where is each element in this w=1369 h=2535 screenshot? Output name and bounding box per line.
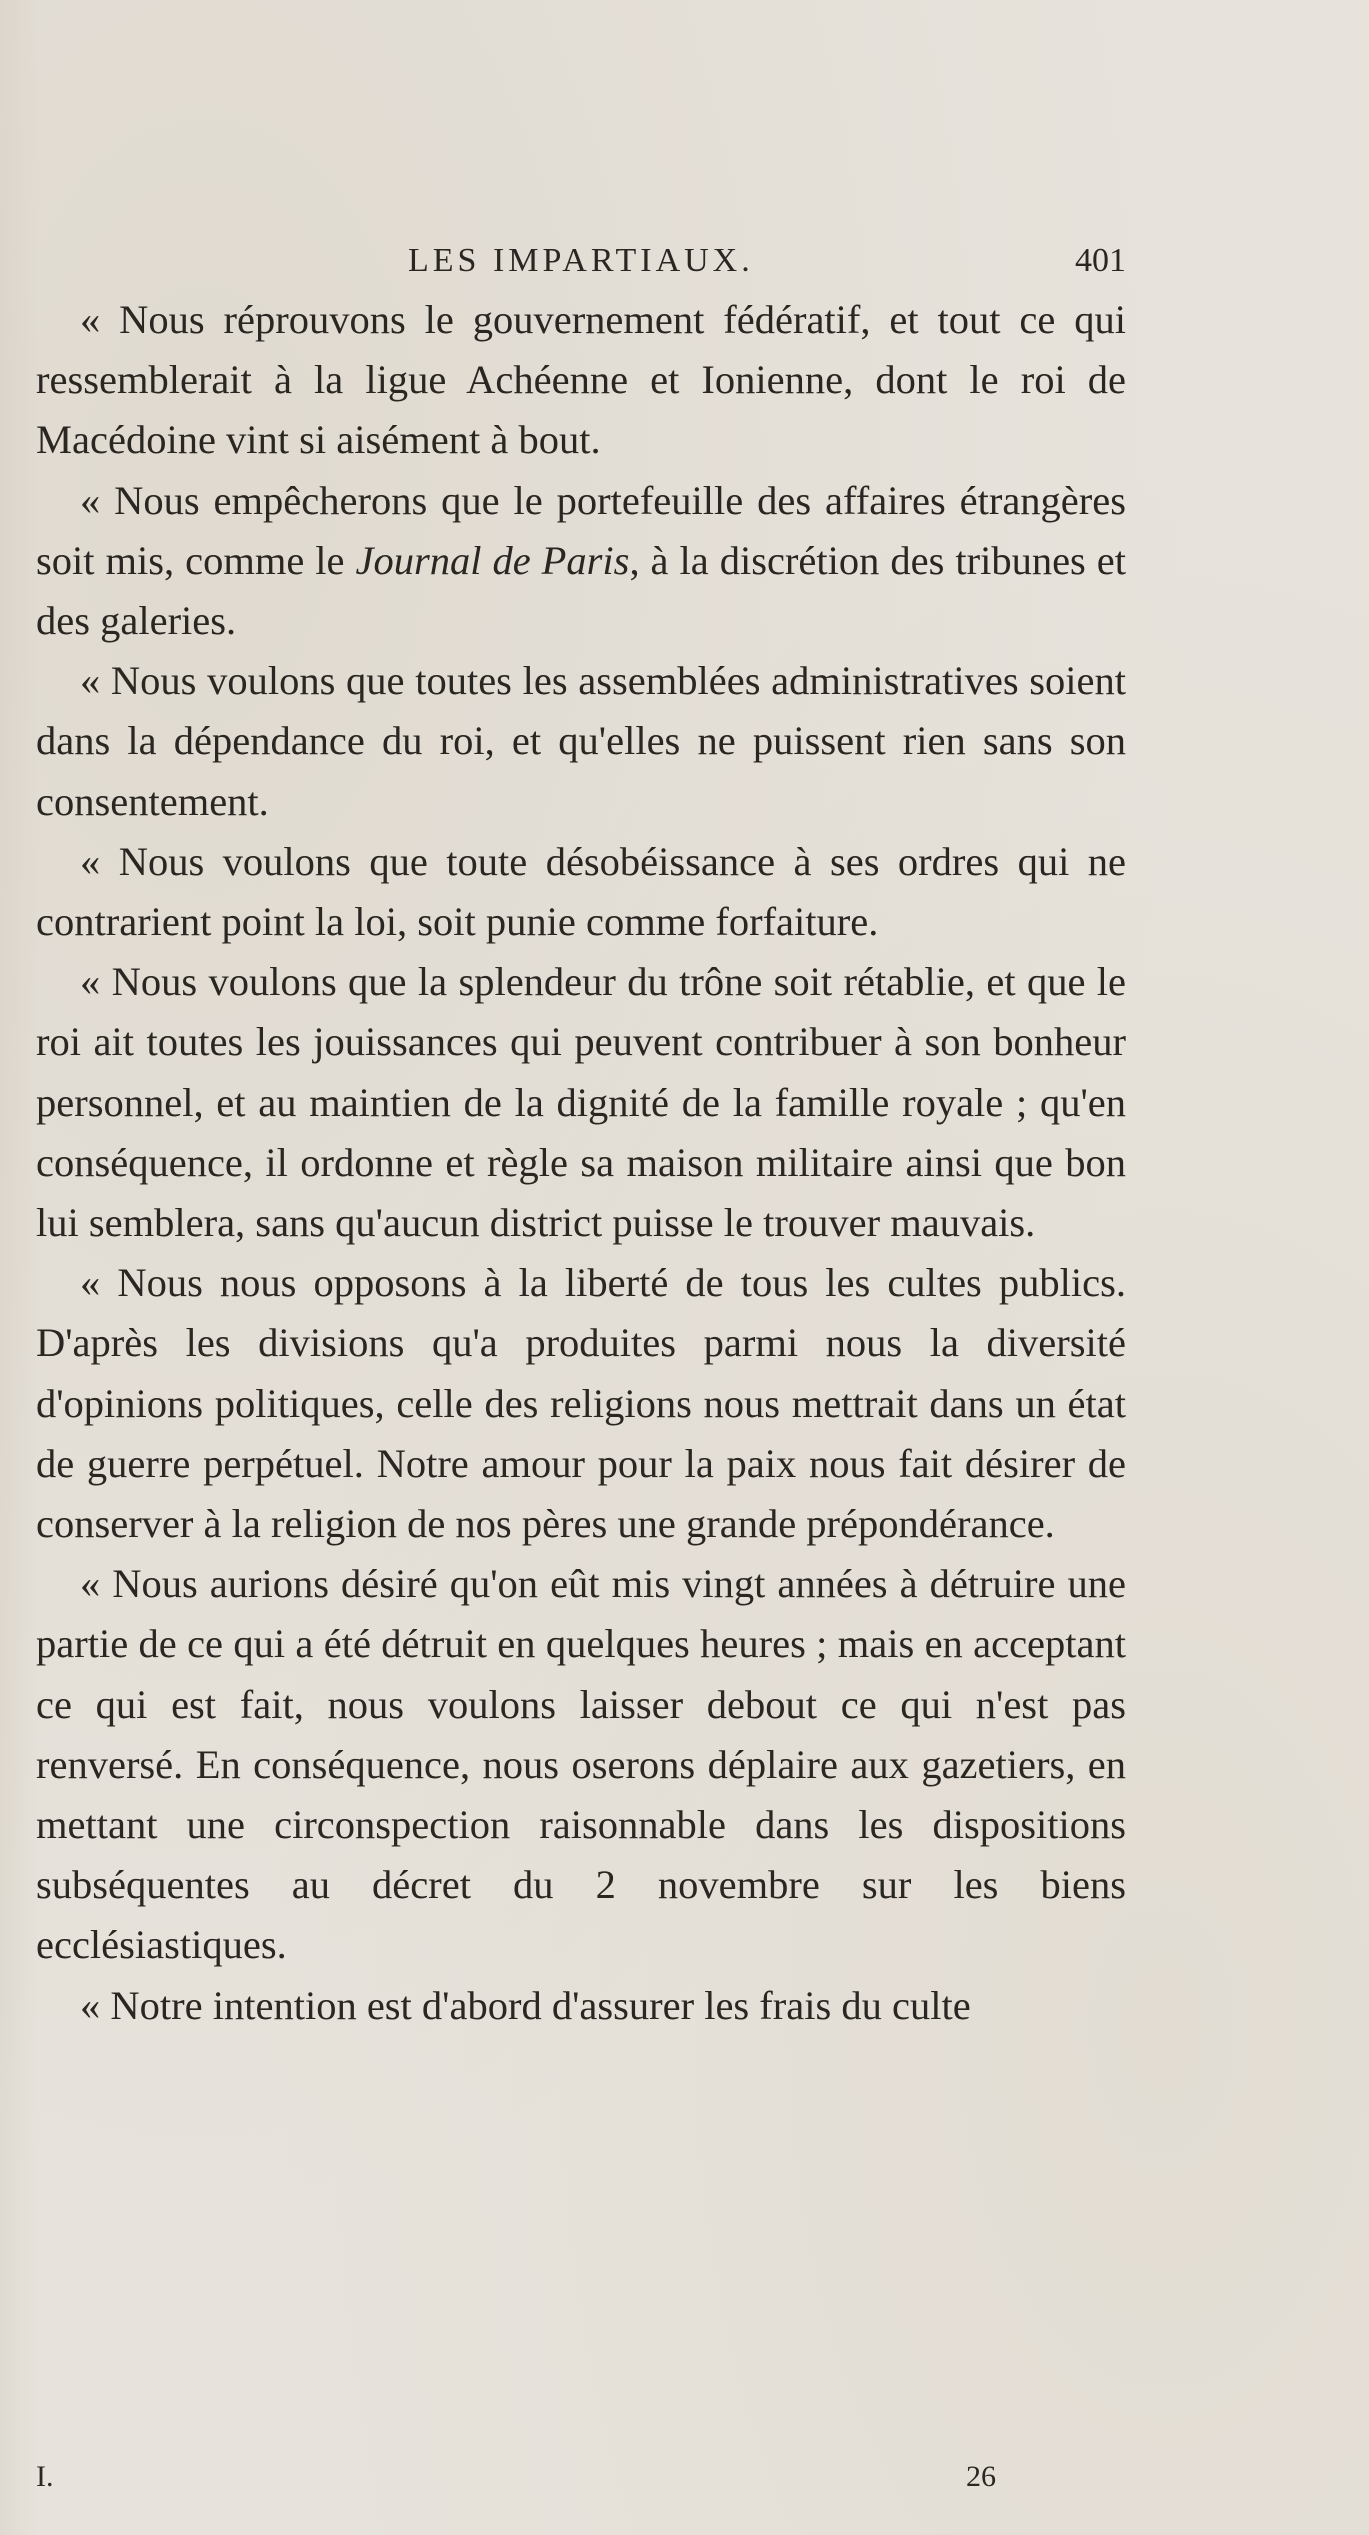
- paragraph: [36, 1253, 1126, 1554]
- paragraph: [36, 832, 1126, 952]
- running-title: LES IMPARTIAUX.: [408, 242, 754, 279]
- paragraph-text: « Nous voulons que la splendeur du trône soit rétablie, et que le roi ait toutes les jouissances qui peuvent contribuer à son bonheur personnel, et au maintien de la dignité de la famille royale ; qu'en conséquence, il ordonne et règle sa maison militaire ainsi que bon lui semblera, sans qu'aucun district puisse le trouver mauvais.: [36, 959, 1126, 1246]
- paragraph: [36, 1976, 1126, 2036]
- gathering-signature: 26: [966, 2460, 996, 2493]
- page-number: 401: [1075, 242, 1126, 279]
- journal-title: Journal de Paris: [355, 537, 630, 583]
- body-text: [36, 290, 1126, 2036]
- paragraph-text: « Nous nous opposons à la liberté de tous les cultes publics. D'après les divisions qu'a produites parmi nous la diversité d'opinions politiques, celle des religions nous mettrait dans un état de guerre perpétuel. Notre amour pour la paix nous fait désirer de conserver à la religion de nos pères une grande prépondérance.: [36, 1260, 1126, 1547]
- paragraph: [36, 952, 1126, 1253]
- paragraph: [36, 290, 1126, 471]
- paragraph-text: « Nous empêcherons que le portefeuille des affaires étrangères soit mis, comme le: [36, 477, 1126, 583]
- volume-signature: I.: [36, 2460, 54, 2493]
- paragraph: [36, 471, 1126, 652]
- paragraph: [36, 651, 1126, 832]
- paragraph-text: « Notre intention est d'abord d'assurer les frais du culte: [80, 1982, 971, 2028]
- paragraph: [36, 1554, 1126, 1975]
- paragraph-text: « Nous voulons que toute désobéissance à ses ordres qui ne contrarient point la loi, soit punie comme forfaiture.: [36, 838, 1126, 945]
- paragraph-text: « Nous voulons que toutes les assemblées administratives soient dans la dépendance du roi, et qu'elles ne puissent rien sans son consentement.: [36, 658, 1126, 824]
- paragraph-text: , à la discrétion des tribunes et des galeries.: [36, 537, 1127, 644]
- book-page: [36, 230, 1127, 2493]
- running-head: [36, 230, 1126, 290]
- paragraph-text: « Nous aurions désiré qu'on eût mis vingt années à détruire une partie de ce qui a été détruit en quelques heures ; mais en acceptant ce qui est fait, nous voulons laisser debout ce qui n'est pas renversé. En conséquence, nous oserons déplaire aux gazetiers, en mettant une circonspection raisonnable dans les dispositions subséquentes au décret du 2 novembre sur les biens ecclésiastiques.: [36, 1561, 1126, 1968]
- paragraph-text: « Nous réprouvons le gouvernement fédératif, et tout ce qui ressemblerait à la ligue Achéenne et Ionienne, dont le roi de Macédoine vint si aisément à bout.: [36, 297, 1126, 463]
